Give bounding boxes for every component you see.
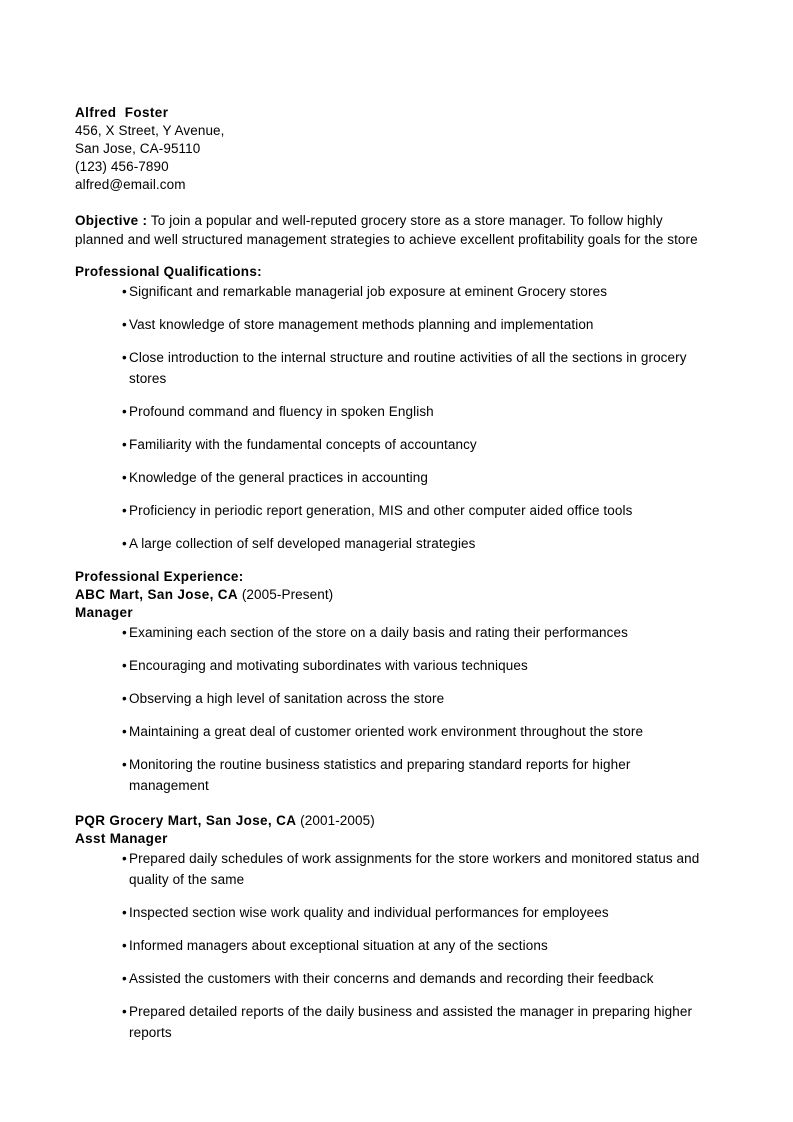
list-item [122,721,714,742]
bullet-icon: • [122,404,127,419]
job-dates: (2001-2005) [296,813,375,828]
job-title: Asst Manager [75,831,168,846]
spacer [75,554,715,568]
job-company: ABC Mart, San Jose, CA [75,587,238,602]
list-item-text: Informed managers about exceptional situation at any of the sections [129,938,548,953]
list-item-text: Profound command and fluency in spoken English [129,404,434,419]
list-item-text: Monitoring the routine business statistics and preparing standard reports for higher management [129,757,631,793]
objective-label: Objective : [75,213,148,228]
list-item [122,401,714,422]
list-item-text: Inspected section wise work quality and individual performances for employees [129,905,609,920]
experience-list-abc-mart [75,622,715,796]
bullet-icon: • [122,851,127,866]
contact-block [75,104,715,194]
experience-heading: Professional Experience: [75,569,244,584]
bullet-icon: • [122,536,127,551]
phone-number: (123) 456-7890 [75,159,169,174]
bullet-icon: • [122,757,127,772]
bullet-icon: • [122,905,127,920]
list-item [122,688,714,709]
bullet-icon: • [122,691,127,706]
bullet-icon: • [122,503,127,518]
list-item-text: Prepared detailed reports of the daily business and assisted the manager in preparing higher reports [129,1004,693,1040]
list-item [122,1001,714,1043]
list-item [122,347,714,389]
resume-document [75,104,715,1043]
bullet-icon: • [122,1004,127,1019]
list-item-text: A large collection of self developed managerial strategies [129,536,476,551]
bullet-icon: • [122,470,127,485]
bullet-icon: • [122,437,127,452]
list-item [122,500,714,521]
list-item [122,314,714,335]
list-item-text: Maintaining a great deal of customer oriented work environment throughout the store [129,724,644,739]
list-item-text: Examining each section of the store on a daily basis and rating their performances [129,625,628,640]
candidate-name: Alfred Foster [75,105,169,120]
list-item-text: Vast knowledge of store management methods planning and implementation [129,317,594,332]
bullet-icon: • [122,625,127,640]
bullet-icon: • [122,317,127,332]
list-item-text: Encouraging and motivating subordinates with various techniques [129,658,528,673]
list-item [122,754,714,796]
list-item [122,434,714,455]
list-item [122,968,714,989]
job-title: Manager [75,605,133,620]
bullet-icon: • [122,350,127,365]
list-item-text: Knowledge of the general practices in accounting [129,470,428,485]
list-item [122,902,714,923]
email-address: alfred@email.com [75,177,186,192]
list-item [122,848,714,890]
list-item [122,622,714,643]
experience-list-pqr-grocery-mart [75,848,715,1043]
list-item [122,467,714,488]
job-company-line [75,586,715,604]
address-line-1: 456, X Street, Y Avenue, [75,123,225,138]
job-dates: (2005-Present) [237,587,334,602]
list-item-text: Close introduction to the internal structure and routine activities of all the sections in grocery stores [129,350,687,386]
list-item [122,935,714,956]
list-item-text: Prepared daily schedules of work assignments for the store workers and monitored status and quality of the same [129,851,700,887]
list-item [122,533,714,554]
qualifications-heading: Professional Qualifications: [75,264,262,279]
spacer [75,796,715,812]
list-item-text: Significant and remarkable managerial job exposure at eminent Grocery stores [129,284,608,299]
objective-section [75,212,703,249]
job-company-line [75,812,715,830]
address-line-2: San Jose, CA-95110 [75,141,201,156]
objective-text: To join a popular and well-reputed grocery store as a store manager. To follow highly planned and well structured management strategies to achieve excellent profitability goals for the store [75,213,698,247]
bullet-icon: • [122,284,127,299]
bullet-icon: • [122,971,127,986]
bullet-icon: • [122,658,127,673]
list-item-text: Familiarity with the fundamental concepts of accountancy [129,437,477,452]
job-company: PQR Grocery Mart, San Jose, CA [75,813,297,828]
qualifications-list [75,281,715,554]
list-item [122,281,714,302]
list-item [122,655,714,676]
list-item-text: Proficiency in periodic report generation, MIS and other computer aided office tools [129,503,633,518]
bullet-icon: • [122,938,127,953]
list-item-text: Assisted the customers with their concerns and demands and recording their feedback [129,971,654,986]
bullet-icon: • [122,724,127,739]
list-item-text: Observing a high level of sanitation across the store [129,691,445,706]
